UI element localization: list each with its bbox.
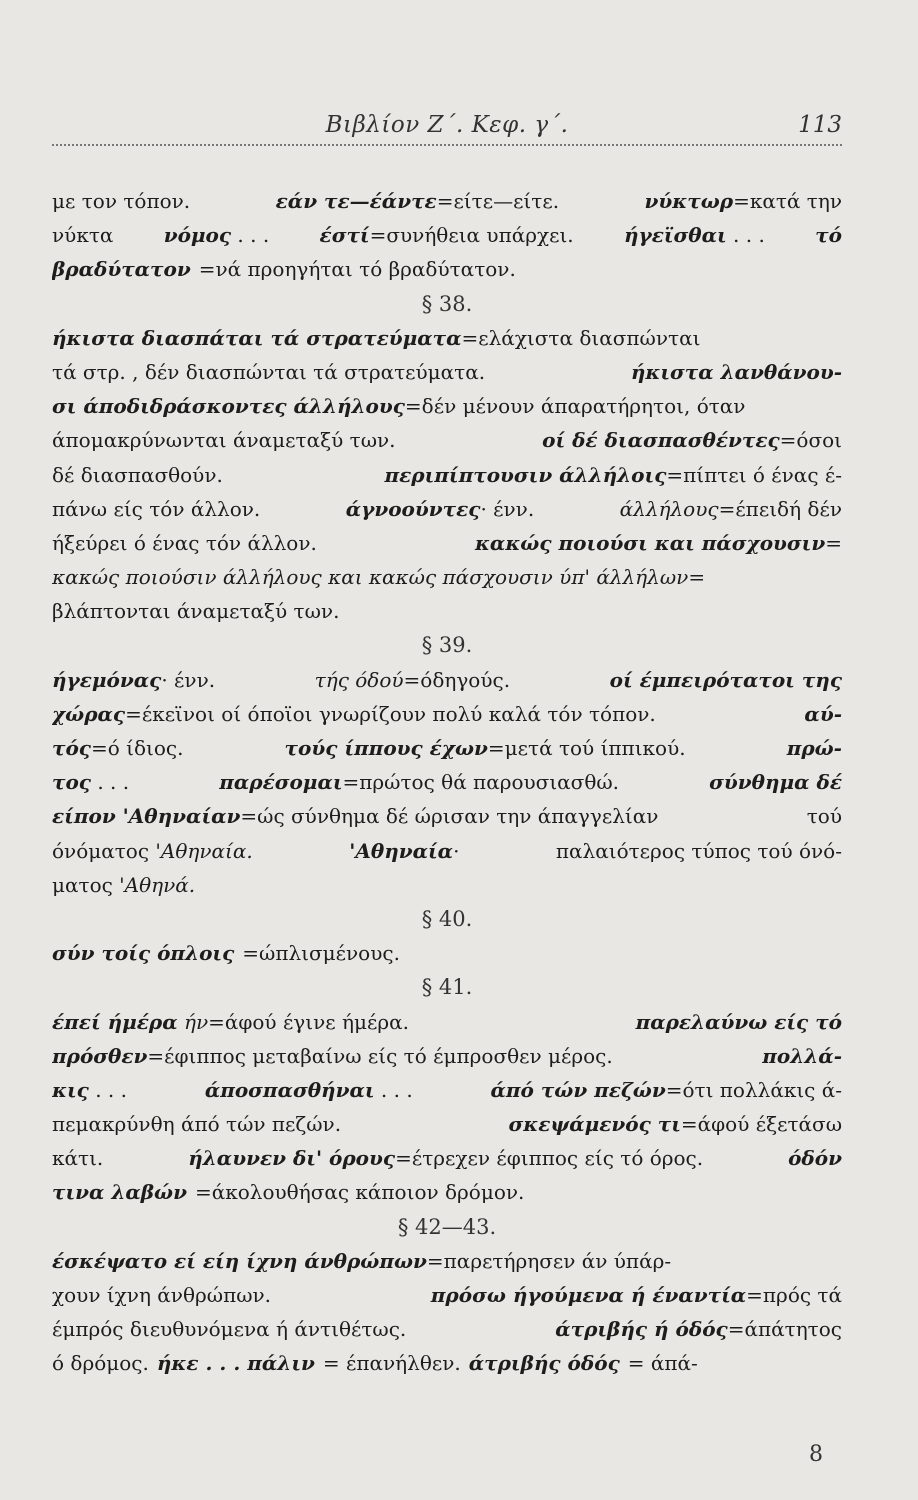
text-segment: κάτι. bbox=[52, 1146, 104, 1171]
text-line bbox=[52, 1278, 842, 1312]
text-segment: ήκιστα λανθάνου- bbox=[630, 359, 842, 384]
text-line bbox=[52, 1039, 842, 1073]
text-segment: τός=ό ίδιος. bbox=[52, 736, 184, 760]
text-line bbox=[52, 355, 842, 389]
text-segment: με τον τόπον. bbox=[52, 189, 191, 213]
text-segment: ό δρόμος. bbox=[52, 1351, 149, 1376]
signature-mark: 8 bbox=[809, 1442, 823, 1467]
text-line bbox=[52, 936, 842, 970]
text-segment: τούς ίππους έχων=μετά τού ίππικού. bbox=[284, 736, 686, 760]
page-header bbox=[52, 112, 842, 152]
header-rule bbox=[52, 144, 842, 146]
text-line bbox=[52, 697, 842, 731]
text-segment: αύ- bbox=[804, 701, 842, 726]
text-segment: άπό τών πεζών=ότι πολλάκις ά- bbox=[490, 1077, 842, 1102]
text-segment: εάν τε—έάντε=είτε—είτε. bbox=[275, 189, 560, 213]
text-line bbox=[52, 1346, 842, 1380]
section-heading: § 38. bbox=[421, 291, 473, 316]
text-line bbox=[52, 731, 842, 765]
section-heading: § 41. bbox=[421, 975, 473, 1000]
text-segment: σύν τοίς όπλοις =ώπλισμένους. bbox=[52, 941, 400, 966]
text-segment: παλαιότερος τύπος τού όνό- bbox=[555, 838, 842, 863]
text-line bbox=[52, 834, 842, 868]
text-segment: άλλήλους=έπειδή δέν bbox=[619, 496, 842, 521]
text-segment: άτριβής ή όδός=άπάτητος bbox=[555, 1317, 842, 1342]
section-heading: § 42—43. bbox=[397, 1214, 497, 1239]
text-segment: έμπρός διευθυνόμενα ή άντιθέτως. bbox=[52, 1317, 407, 1342]
text-line bbox=[52, 594, 842, 628]
page-number: 113 bbox=[798, 112, 842, 138]
section-heading: § 40. bbox=[421, 906, 473, 931]
text-line bbox=[52, 868, 842, 902]
text-segment: βραδύτατον =νά προηγήται τό βραδύτατον. bbox=[52, 257, 516, 282]
text-line bbox=[52, 184, 842, 218]
text-segment: σύνθημα δέ bbox=[709, 770, 842, 795]
text-line bbox=[52, 663, 842, 697]
text-segment: είπον 'Αθηναίαν=ώς σύνθημα δέ ώρισαν την άπαγγελίαν bbox=[52, 804, 659, 829]
text-segment: νύκτωρ=κατά την bbox=[644, 189, 842, 213]
text-line bbox=[52, 1107, 842, 1141]
text-segment: ματος 'Αθηνά. bbox=[52, 872, 196, 897]
text-segment: 'Αθηναία· bbox=[349, 838, 460, 863]
text-segment: παρελαύνω είς τό bbox=[635, 1009, 842, 1034]
text-segment: ήγεμόνας· ένν. bbox=[52, 667, 216, 692]
text-line bbox=[52, 1175, 842, 1209]
text-segment: όνόματος 'Αθηναία. bbox=[52, 838, 253, 863]
text-segment: ήξεύρει ό ένας τόν άλλον. bbox=[52, 530, 317, 555]
text-segment: πρόσω ήγούμενα ή έναντία=πρός τά bbox=[430, 1283, 842, 1307]
text-line bbox=[52, 492, 842, 526]
text-line bbox=[52, 252, 842, 286]
text-segment: ήλαυνεν δι' όρους=έτρεχεν έφιππος είς τό όρος. bbox=[188, 1146, 704, 1171]
text-line bbox=[52, 321, 842, 355]
text-segment: πρόσθεν=έφιππος μεταβαίνω είς τό έμπροσθεν μέρος. bbox=[52, 1043, 613, 1068]
text-segment: άγνοούντες· ένν. bbox=[345, 496, 535, 521]
text-segment: τινα λαβών =άκολουθήσας κάποιον δρόμον. bbox=[52, 1180, 525, 1205]
text-segment: έστί=συνήθεια υπάρχει. bbox=[319, 223, 574, 248]
text-segment: έπεί ήμέρα ήν=άφού έγινε ήμέρα. bbox=[52, 1009, 409, 1034]
text-segment: άτριβής όδός = άπά- bbox=[468, 1351, 698, 1376]
text-line bbox=[52, 1005, 842, 1039]
text-segment: άπομακρύνωνται άναμεταξύ των. bbox=[52, 428, 396, 453]
text-segment: τό bbox=[815, 223, 842, 248]
text-segment: άποσπασθήναι . . . bbox=[204, 1077, 413, 1102]
text-segment: τής όδού=όδηγούς. bbox=[314, 667, 511, 692]
text-line bbox=[52, 458, 842, 492]
text-segment: πολλά- bbox=[762, 1043, 842, 1068]
text-segment: έσκέψατο εί είη ίχνη άνθρώπων=παρετήρησεν άν ύπάρ- bbox=[52, 1248, 672, 1273]
text-segment: κακώς ποιούσι και πάσχουσιν= bbox=[474, 530, 842, 555]
text-segment: νόμος . . . bbox=[163, 223, 270, 248]
running-title: Βιβλίον Ζ΄. Κεφ. γ΄. bbox=[325, 112, 569, 138]
text-line bbox=[52, 389, 842, 423]
text-segment: ήκιστα διασπάται τά στρατεύματα=ελάχιστα διασπώνται bbox=[52, 325, 701, 350]
text-segment: δέ διασπασθούν. bbox=[52, 462, 223, 487]
text-segment: παρέσομαι=πρώτος θά παρουσιασθώ. bbox=[219, 770, 620, 795]
text-segment: νύκτα bbox=[52, 223, 114, 248]
text-segment: πρώ- bbox=[786, 736, 842, 760]
text-segment: κις . . . bbox=[52, 1077, 128, 1102]
text-segment: ήκε . . . πάλιν = έπανήλθεν. bbox=[156, 1351, 461, 1376]
text-line bbox=[52, 218, 842, 252]
page-body bbox=[52, 184, 842, 1381]
text-segment: χώρας=έκεϊνοι οί όποϊοι γνωρίζουν πολύ καλά τόν τόπον. bbox=[52, 701, 656, 726]
text-segment: πάνω είς τόν άλλον. bbox=[52, 496, 261, 521]
text-segment: όδόν bbox=[788, 1146, 842, 1171]
text-line bbox=[52, 526, 842, 560]
text-line bbox=[52, 1244, 842, 1278]
text-segment: οί δέ διασπασθέντες=όσοι bbox=[542, 428, 842, 453]
text-segment: χουν ίχνη άνθρώπων. bbox=[52, 1283, 272, 1307]
section-heading: § 39. bbox=[421, 633, 473, 658]
text-line bbox=[52, 1312, 842, 1346]
text-segment: σκεψάμενός τι=άφού έξετάσω bbox=[508, 1112, 842, 1137]
text-line bbox=[52, 423, 842, 457]
text-segment: κακώς ποιούσιν άλλήλους και κακώς πάσχουσιν ύπ' άλλήλων= bbox=[52, 565, 706, 590]
text-segment: ήγεϊσθαι . . . bbox=[623, 223, 765, 248]
text-segment: τού bbox=[806, 804, 842, 829]
text-segment: τά στρ. , δέν διασπώνται τά στρατεύματα. bbox=[52, 359, 486, 384]
text-segment: τος . . . bbox=[52, 770, 130, 795]
text-segment: πεμακρύνθη άπό τών πεζών. bbox=[52, 1112, 342, 1137]
text-segment: βλάπτονται άναμεταξύ των. bbox=[52, 599, 340, 624]
text-segment: περιπίπτουσιν άλλήλοις=πίπτει ό ένας έ- bbox=[384, 462, 842, 487]
text-line bbox=[52, 1073, 842, 1107]
text-segment: σι άποδιδράσκοντες άλλήλους=δέν μένουν άπαρατήρητοι, όταν bbox=[52, 394, 746, 419]
text-line bbox=[52, 560, 842, 594]
text-line bbox=[52, 799, 842, 833]
text-line bbox=[52, 1141, 842, 1175]
text-line bbox=[52, 765, 842, 799]
text-segment: οί έμπειρότατοι της bbox=[609, 667, 842, 692]
